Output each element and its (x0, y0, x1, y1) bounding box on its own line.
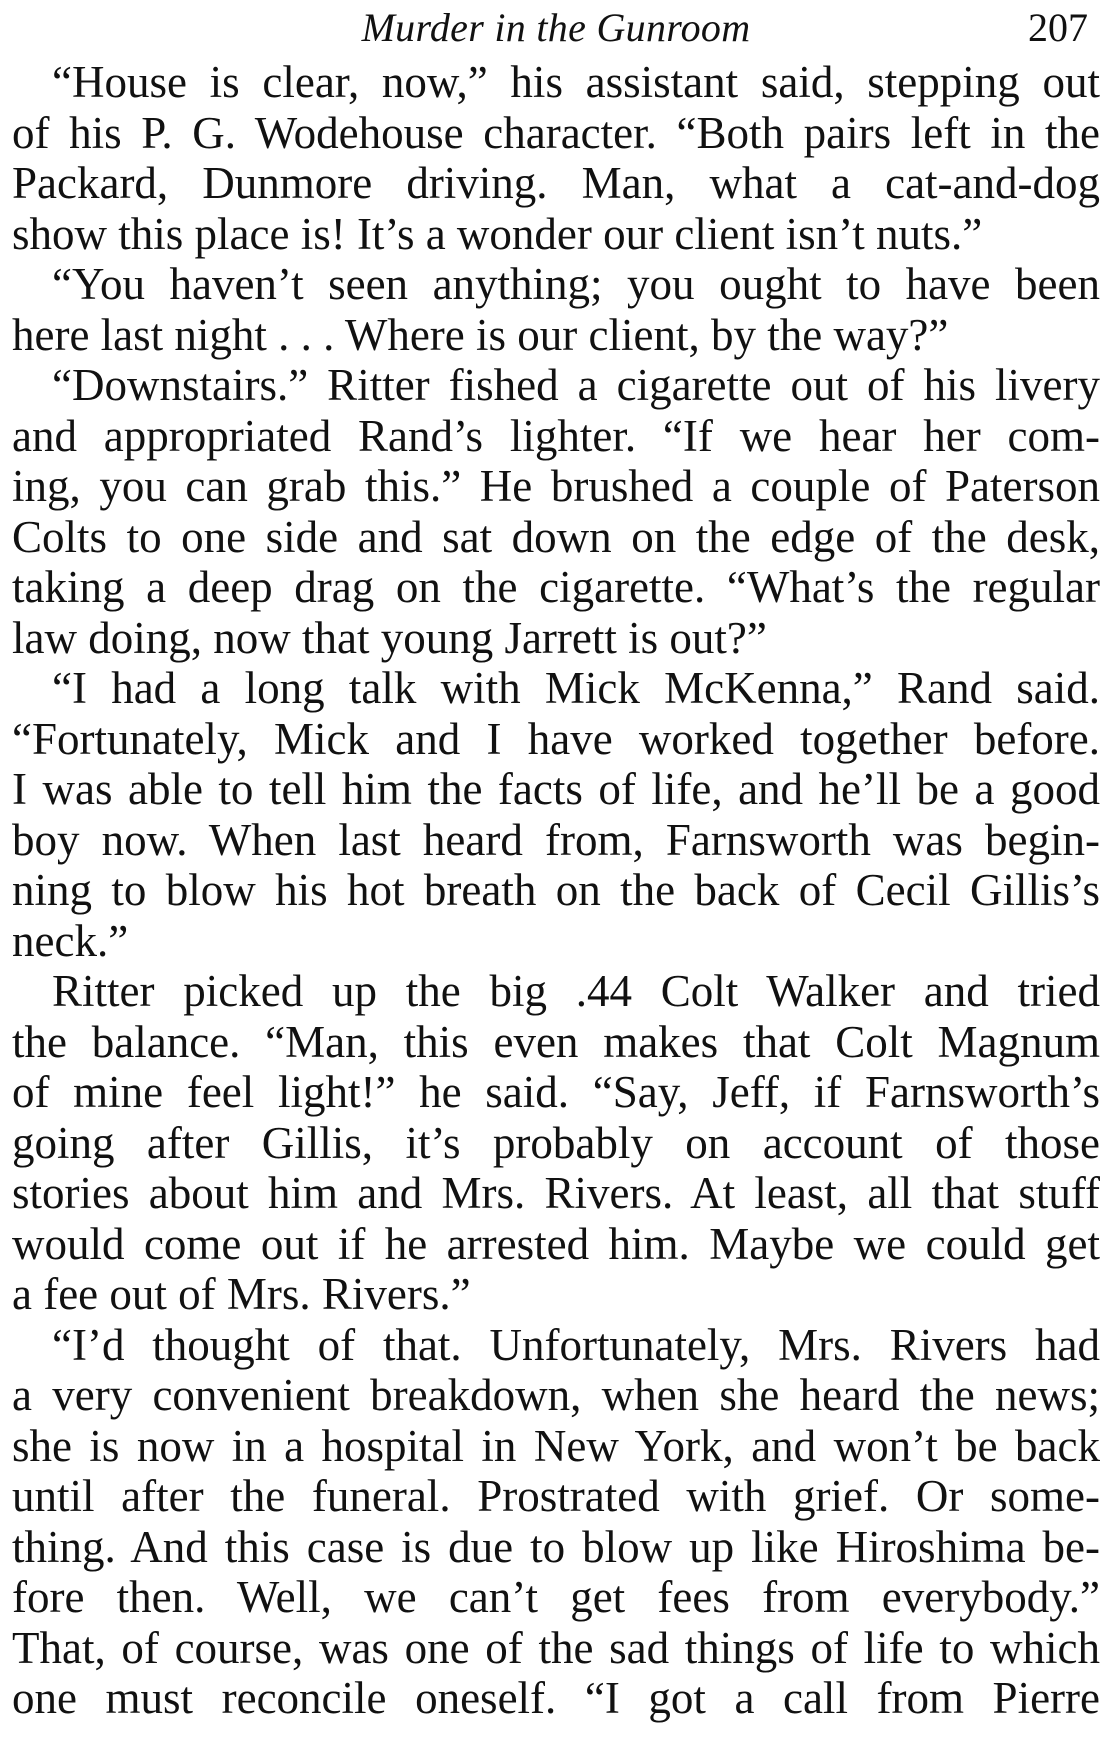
text-line: I was able to tell him the facts of life, and he’ll be a good (12, 764, 1100, 814)
text-line: thing. And this case is due to blow up like Hiroshima be- (12, 1521, 1100, 1572)
running-head (12, 0, 1100, 58)
text-line: a fee out of Mrs. Rivers.” (12, 1269, 471, 1319)
text-line: stories about him and Mrs. Rivers. At least, all that stuff (12, 1168, 1100, 1218)
text-line: taking a deep drag on the cigarette. “What’s the regular (12, 562, 1100, 612)
text-line: neck.” (12, 915, 129, 966)
text-line: “Fortunately, Mick and I have worked together before. (12, 713, 1100, 764)
text-line: That, of course, was one of the sad things of life to which (12, 1622, 1100, 1673)
text-line: ning to blow his hot breath on the back of Cecil Gillis’s (12, 865, 1100, 915)
text-line: a very convenient breakdown, when she heard the news; (12, 1370, 1100, 1420)
text-line: Colts to one side and sat down on the edge of the desk, (12, 511, 1100, 562)
text-line: she is now in a hospital in New York, and won’t be back (12, 1420, 1100, 1471)
text-line: the balance. “Man, this even makes that Colt Magnum (12, 1016, 1100, 1067)
text-line: show this place is! It’s a wonder our client isn’t nuts.” (12, 208, 983, 259)
text-line: “I had a long talk with Mick McKenna,” Rand said. (52, 663, 1100, 713)
text-line: law doing, now that young Jarrett is out?” (12, 612, 767, 663)
text-line: and appropriated Rand’s lighter. “If we hear her com- (12, 410, 1100, 461)
page-number: 207 (1028, 5, 1088, 50)
text-line: boy now. When last heard from, Farnsworth was begin- (12, 814, 1100, 865)
text-line: here last night . . . Where is our client, by the way?” (12, 309, 949, 360)
text-line: of mine feel light!” he said. “Say, Jeff, if Farnsworth’s (12, 1067, 1100, 1117)
text-line: Ritter picked up the big .44 Colt Walker and tried (52, 966, 1100, 1016)
text-line: “I’d thought of that. Unfortunately, Mrs. Rivers had (52, 1319, 1100, 1370)
text-line: going after Gillis, it’s probably on account of those (12, 1117, 1100, 1168)
book-title: Murder in the Gunroom (361, 5, 751, 50)
text-line: would come out if he arrested him. Maybe we could get (12, 1218, 1100, 1269)
paragraph (12, 57, 1100, 259)
paragraph (12, 360, 1100, 663)
paragraph (12, 1320, 1100, 1724)
body-text (12, 57, 1100, 1724)
text-line: “Downstairs.” Ritter fished a cigarette out of his livery (52, 360, 1100, 410)
text-line: “House is clear, now,” his assistant said, stepping out (52, 57, 1100, 107)
text-line: Packard, Dunmore driving. Man, what a cat-and-dog (12, 158, 1100, 208)
text-line: fore then. Well, we can’t get fees from everybody.” (12, 1572, 1100, 1622)
paragraph (12, 966, 1100, 1320)
text-line: “You haven’t seen anything; you ought to have been (52, 259, 1100, 309)
text-line: ing, you can grab this.” He brushed a couple of Paterson (12, 461, 1100, 511)
paragraph (12, 663, 1100, 966)
text-line: one must reconcile oneself. “I got a call from Pierre (12, 1673, 1100, 1723)
text-line: of his P. G. Wodehouse character. “Both pairs left in the (12, 107, 1100, 158)
text-line: until after the funeral. Prostrated with grief. Or some- (12, 1471, 1100, 1521)
paragraph (12, 259, 1100, 360)
